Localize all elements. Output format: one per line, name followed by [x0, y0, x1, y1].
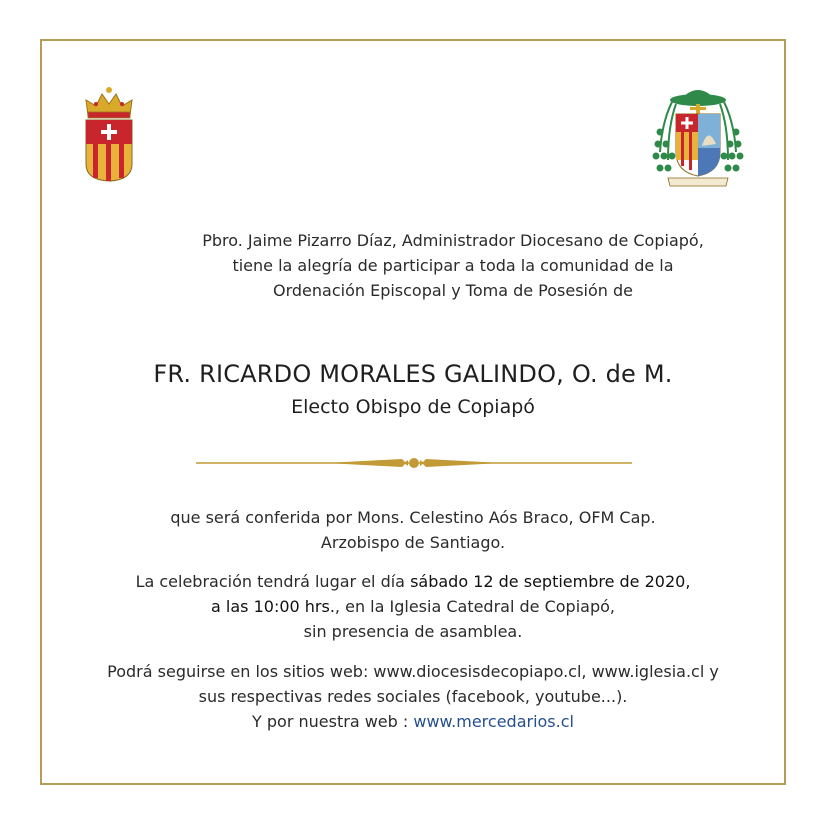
celebration-line-3: sin presencia de asamblea.	[303, 622, 523, 641]
web-line-3-prefix: Y por nuestra web :	[252, 712, 414, 731]
bishop-title: Electo Obispo de Copiapó	[291, 396, 535, 418]
web-line-2: sus respectivas redes sociales (facebook, youtube...).	[198, 687, 628, 706]
celebration-intro-text: La celebración tendrá lugar el día	[135, 572, 411, 591]
celebration-location: , en la Iglesia Catedral de Copiapó,	[334, 597, 615, 616]
intro-line-1: Pbro. Jaime Pizarro Díaz, Administrador Diocesano de Copiapó,	[202, 231, 704, 250]
celebration-paragraph	[60, 569, 766, 644]
web-line-3	[60, 709, 766, 734]
mercedarios-link[interactable]: www.mercedarios.cl	[413, 712, 574, 731]
conferred-line-2: Arzobispo de Santiago.	[320, 533, 506, 552]
conferred-paragraph	[60, 505, 766, 555]
bishop-name: FR. RICARDO MORALES GALINDO, O. de M.	[153, 360, 673, 388]
celebration-time: a las 10:00 hrs.	[211, 597, 335, 616]
gold-divider-ornament	[196, 455, 632, 471]
celebration-date: sábado 12 de septiembre de 2020,	[410, 572, 691, 591]
intro-line-2: tiene la alegría de participar a toda la comunidad de la	[232, 256, 674, 275]
intro-paragraph	[100, 228, 806, 303]
web-line-1: Podrá seguirse en los sitios web: www.diocesisdecopiapo.cl, www.iglesia.cl y	[107, 662, 719, 681]
episcopal-coat-of-arms-icon	[652, 82, 744, 194]
conferred-line-1: que será conferida por Mons. Celestino Aós Braco, OFM Cap.	[170, 508, 656, 527]
celebration-line-2	[60, 594, 766, 619]
mercedarian-crest-icon	[80, 84, 138, 182]
celebration-line-1	[60, 569, 766, 594]
intro-line-3: Ordenación Episcopal y Toma de Posesión de	[272, 281, 634, 300]
web-paragraph	[60, 659, 766, 734]
